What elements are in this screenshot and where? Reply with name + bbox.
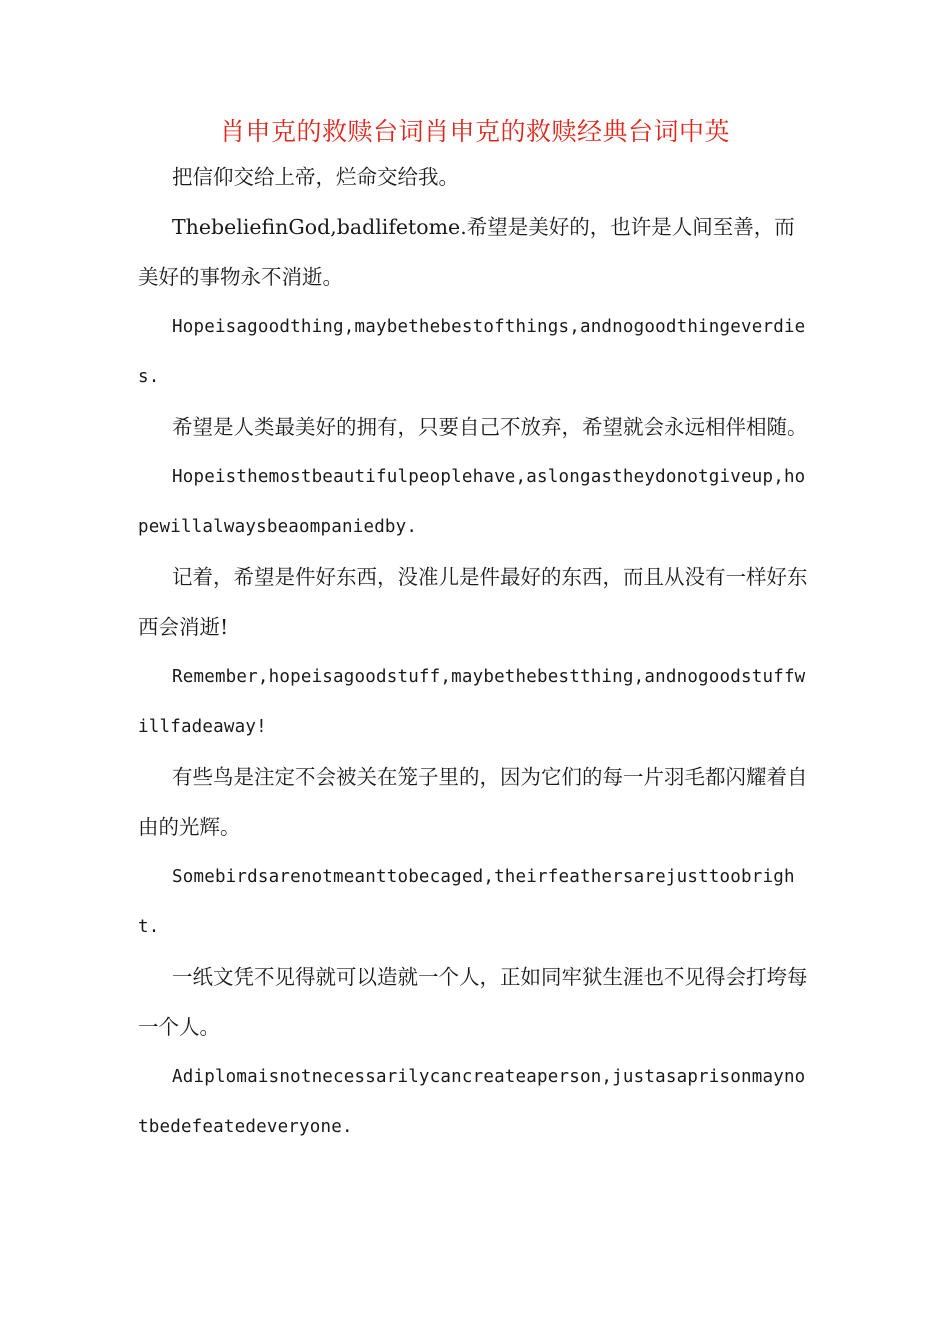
- document-body: [138, 152, 810, 1152]
- paragraph-en: Somebirdsarenotmeanttobecaged,theirfeathersarejusttoobright.: [138, 867, 795, 937]
- paragraph-en: Hopeisthemostbeautifulpeoplehave,aslongastheydonotgiveup,hopewillalwaysbeaompaniedby.: [138, 467, 806, 537]
- paragraph-zh: 有些鸟是注定不会被关在笼子里的，因为它们的每一片羽毛都闪耀着自由的光辉。: [138, 765, 808, 839]
- paragraph-en: Hopeisagoodthing,maybethebestofthings,andnogoodthingeverdies.: [138, 317, 806, 387]
- paragraph-zh: 把信仰交给上帝，烂命交给我。: [172, 165, 459, 189]
- paragraph-en: Remember,hopeisagoodstuff,maybethebestthing,andnogoodstuffwillfadeaway!: [138, 667, 806, 737]
- document-title: 肖申克的救赎台词肖申克的救赎经典台词中英: [219, 117, 730, 146]
- paragraph-mixed: ThebeliefinGod,badlifetome.希望是美好的，也许是人间至善，而美好的事物永不消逝。: [138, 215, 795, 289]
- paragraph-zh: 一纸文凭不见得就可以造就一个人，正如同牢狱生涯也不见得会打垮每一个人。: [138, 965, 808, 1039]
- paragraph-zh: 希望是人类最美好的拥有，只要自己不放弃，希望就会永远相伴相随。: [172, 415, 808, 439]
- paragraph-zh: 记着，希望是件好东西，没准儿是件最好的东西，而且从没有一样好东西会消逝!: [138, 565, 808, 639]
- paragraph-en: Adiplomaisnotnecessarilycancreateaperson,justasaprisonmaynotbedefeatedeveryone.: [138, 1067, 806, 1137]
